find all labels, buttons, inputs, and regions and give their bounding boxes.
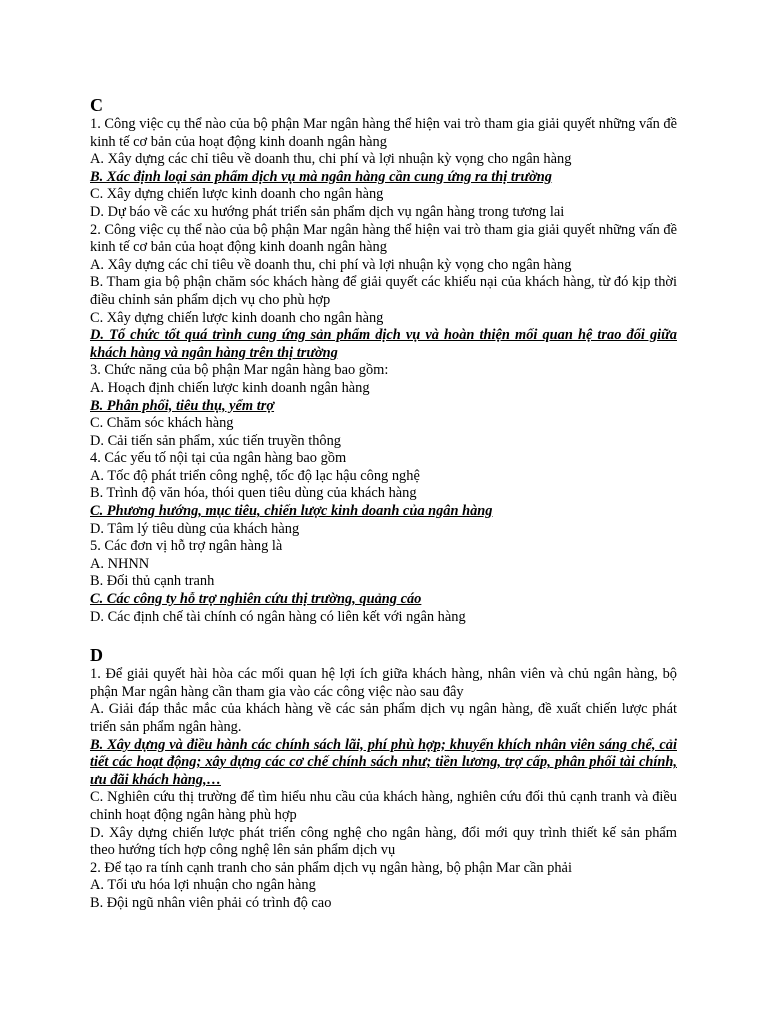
document-page — [90, 94, 677, 913]
question-list — [90, 116, 677, 626]
correct-answer-text: C. Phương hướng, mục tiêu, chiến lược kinh doanh của ngân hàng — [90, 503, 493, 520]
option-text: A. NHNN — [90, 555, 150, 572]
section-title: D — [90, 645, 103, 666]
option-text: A. Tối ưu hóa lợi nhuận cho ngân hàng — [90, 877, 316, 894]
option-text: A. Tốc độ phát triển công nghệ, tốc độ lạc hậu công nghệ — [90, 467, 420, 484]
correct-answer-text: B. Xây dựng và điều hành các chính sách lãi, phí phù hợp; khuyến khích nhân viên sáng chế, cải tiết các hoạt động; xây dựng các cơ chế chính sách như; tiền lương, trợ cấp, phân phối tài chính, ưu đãi khách hàng,… — [90, 736, 677, 788]
section-c — [90, 94, 677, 626]
question-text: 3. Chức năng của bộ phận Mar ngân hàng bao gồm: — [90, 362, 389, 379]
question-text: 2. Công việc cụ thể nào của bộ phận Mar ngân hàng thể hiện vai trò tham gia giải quyết những vấn đề kinh tế cơ bản của hoạt động kinh doanh ngân hàng — [90, 221, 677, 256]
option-text: D. Xây dựng chiến lược phát triển công nghệ cho ngân hàng, đổi mới quy trình thiết kế sản phẩm theo hướng tích hợp công nghệ lên sản phẩm dịch vụ — [90, 824, 677, 859]
question-text: 2. Để tạo ra tính cạnh tranh cho sản phẩm dịch vụ ngân hàng, bộ phận Mar cần phải — [90, 859, 572, 876]
option-text: D. Các định chế tài chính có ngân hàng có liên kết với ngân hàng — [90, 608, 466, 625]
option-text: B. Tham gia bộ phận chăm sóc khách hàng để giải quyết các khiếu nại của khách hàng, từ đó kịp thời điều chỉnh sản phẩm dịch vụ cho phù hợp — [90, 274, 677, 308]
correct-answer-text: C. Các công ty hỗ trợ nghiên cứu thị trường, quảng cáo — [90, 591, 422, 608]
option-text: B. Trình độ văn hóa, thói quen tiêu dùng của khách hàng — [90, 485, 417, 502]
option-text: D. Cải tiến sản phẩm, xúc tiến truyền thông — [90, 432, 341, 449]
correct-answer-text: B. Phân phối, tiêu thụ, yểm trợ — [90, 397, 275, 414]
section-title: C — [90, 95, 103, 115]
section-spacer — [90, 626, 677, 644]
option-text: A. Giải đáp thắc mắc của khách hàng về các sản phẩm dịch vụ ngân hàng, đề xuất chiến lược phát triển sản phẩm ngân hàng. — [90, 701, 677, 735]
question-text: 4. Các yếu tố nội tại của ngân hàng bao gồm — [90, 450, 347, 467]
correct-answer-text: B. Xác định loại sản phẩm dịch vụ mà ngân hàng cần cung ứng ra thị trường — [90, 168, 553, 185]
option-text: D. Tâm lý tiêu dùng của khách hàng — [90, 520, 300, 537]
option-text: C. Xây dựng chiến lược kinh doanh cho ngân hàng — [90, 186, 384, 203]
option-text: A. Hoạch định chiến lược kinh doanh ngân hàng — [90, 379, 370, 396]
option-text: A. Xây dựng các chỉ tiêu về doanh thu, chi phí và lợi nhuận kỳ vọng cho ngân hàng — [90, 256, 572, 273]
question-list — [90, 666, 677, 912]
option-text: B. Đối thủ cạnh tranh — [90, 573, 215, 590]
correct-answer-text: D. Tổ chức tốt quá trình cung ứng sản phẩm dịch vụ và hoàn thiện mối quan hệ trao đổi giữa khách hàng và ngân hàng trên thị trường — [90, 327, 677, 361]
option-text: B. Đội ngũ nhân viên phải có trình độ cao — [90, 894, 332, 911]
question-text: 5. Các đơn vị hỗ trợ ngân hàng là — [90, 538, 283, 555]
section-d — [90, 644, 677, 912]
option-text: C. Nghiên cứu thị trường để tìm hiểu nhu cầu của khách hàng, nghiên cứu đối thủ cạnh tranh và điều chỉnh hoạt động ngân hàng phù hợp — [90, 789, 677, 823]
question-text: 1. Để giải quyết hài hòa các mối quan hệ lợi ích giữa khách hàng, nhân viên và chủ ngân hàng, bộ phận Mar ngân hàng cần tham gia vào các công việc nào sau đây — [90, 666, 677, 700]
option-text: C. Xây dựng chiến lược kinh doanh cho ngân hàng — [90, 309, 384, 326]
question-text: 1. Công việc cụ thể nào của bộ phận Mar ngân hàng thể hiện vai trò tham gia giải quyết những vấn đề kinh tế cơ bản của hoạt động kinh doanh ngân hàng — [90, 116, 677, 150]
option-text: D. Dự báo về các xu hướng phát triển sản phẩm dịch vụ ngân hàng trong tương lai — [90, 203, 565, 220]
option-text: A. Xây dựng các chỉ tiêu về doanh thu, chi phí và lợi nhuận kỳ vọng cho ngân hàng — [90, 151, 572, 168]
option-text: C. Chăm sóc khách hàng — [90, 415, 234, 432]
